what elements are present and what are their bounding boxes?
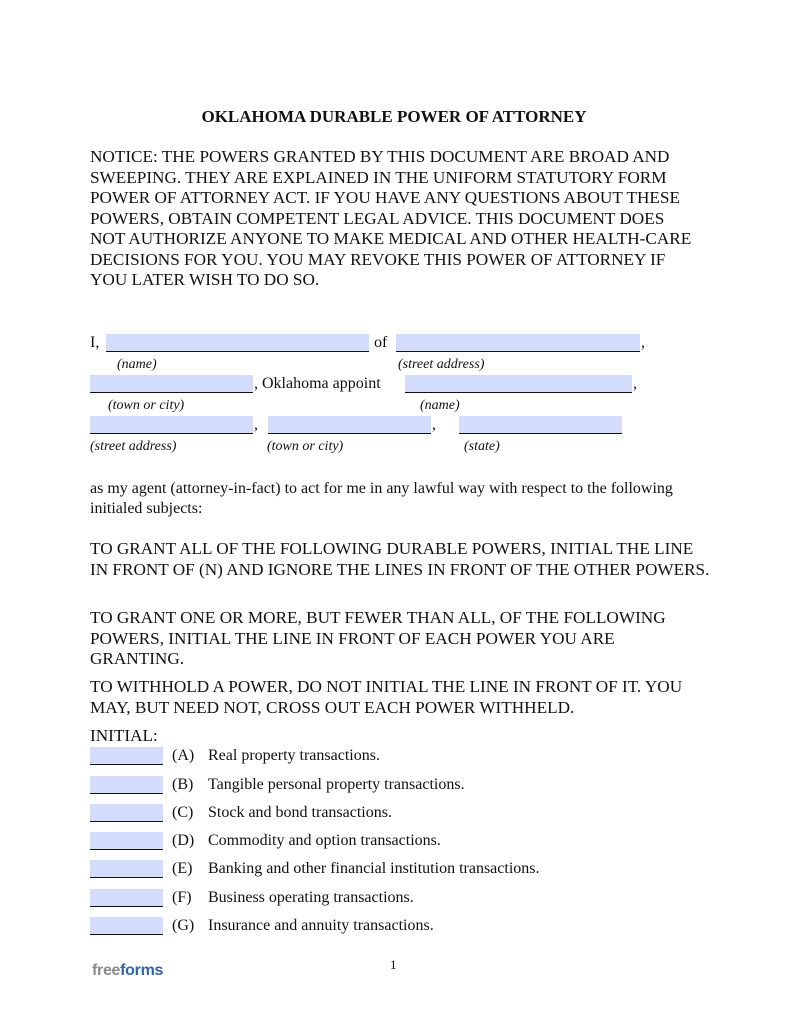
initial-field-b[interactable] <box>90 776 163 794</box>
power-letter: (B) <box>172 776 194 793</box>
power-letter: (G) <box>172 917 195 934</box>
power-text: Business operating transactions. <box>208 889 414 906</box>
oklahoma-appoint-label: , Oklahoma appoint <box>254 375 381 392</box>
page-number: 1 <box>390 957 397 972</box>
power-text: Insurance and annuity transactions. <box>208 917 434 934</box>
instruction-withhold: TO WITHHOLD A POWER, DO NOT INITIAL THE LINE IN FRONT OF IT. YOU MAY, BUT NEED NOT, CROSS OUT EACH POWER WITHHELD. <box>90 677 683 717</box>
comma: , <box>641 334 645 351</box>
agent-name-field[interactable] <box>405 375 632 393</box>
principal-town-field[interactable] <box>90 375 253 393</box>
instruction-grant-all: TO GRANT ALL OF THE FOLLOWING DURABLE POWERS, INITIAL THE LINE IN FRONT OF (N) AND IGNORE THE LINES IN FRONT OF THE OTHER POWERS. <box>90 539 710 579</box>
power-letter: (E) <box>172 860 193 877</box>
initial-field-d[interactable] <box>90 832 163 850</box>
initial-field-f[interactable] <box>90 889 163 907</box>
of-label: of <box>374 334 388 351</box>
power-letter: (A) <box>172 747 195 764</box>
power-text: Banking and other financial institution transactions. <box>208 860 540 877</box>
agent-paragraph: as my agent (attorney-in-fact) to act for me in any lawful way with respect to the following initialed subjects: <box>90 480 673 517</box>
power-text: Commodity and option transactions. <box>208 832 441 849</box>
initial-field-c[interactable] <box>90 804 163 822</box>
initial-field-a[interactable] <box>90 747 163 765</box>
comma: , <box>432 416 436 433</box>
agent-state-field[interactable] <box>459 416 622 434</box>
power-text: Stock and bond transactions. <box>208 804 392 821</box>
caption-street-address: (street address) <box>398 357 485 372</box>
caption-agent-town: (town or city) <box>267 439 344 454</box>
initial-label: INITIAL: <box>90 726 158 745</box>
power-text: Tangible personal property transactions. <box>208 776 465 793</box>
i-label: I, <box>90 334 100 351</box>
agent-town-field[interactable] <box>268 416 431 434</box>
caption-state: (state) <box>464 439 500 454</box>
logo-forms: forms <box>120 962 164 979</box>
agent-street-address-field[interactable] <box>90 416 253 434</box>
freeforms-logo <box>92 962 163 980</box>
comma: , <box>254 416 258 433</box>
initial-field-e[interactable] <box>90 860 163 878</box>
instruction-grant-some: TO GRANT ONE OR MORE, BUT FEWER THAN ALL, OF THE FOLLOWING POWERS, INITIAL THE LINE IN FRONT OF EACH POWER YOU ARE GRANTING. <box>90 608 666 668</box>
power-letter: (F) <box>172 889 192 906</box>
caption-name: (name) <box>117 357 157 372</box>
power-letter: (D) <box>172 832 195 849</box>
power-text: Real property transactions. <box>208 747 380 764</box>
logo-free: free <box>92 962 121 979</box>
caption-agent-name: (name) <box>420 398 460 413</box>
principal-name-field[interactable] <box>106 334 369 352</box>
document-title: OKLAHOMA DURABLE POWER OF ATTORNEY <box>201 107 587 126</box>
caption-agent-street-address: (street address) <box>90 439 177 454</box>
power-letter: (C) <box>172 804 194 821</box>
comma: , <box>633 375 637 392</box>
initial-field-g[interactable] <box>90 917 163 935</box>
notice-paragraph: NOTICE: THE POWERS GRANTED BY THIS DOCUMENT ARE BROAD AND SWEEPING. THEY ARE EXPLAINED IN THE UNIFORM STATUTORY FORM POWER OF ATTORNEY ACT. IF YOU HAVE ANY QUESTIONS ABOUT THESE POWERS, OBTAIN COMPETENT LEGAL ADVICE. THIS DOCUMENT DOES NOT AUTHORIZE ANYONE TO MAKE MEDICAL AND OTHER HEALTH-CARE DECISIONS FOR YOU. YOU MAY REVOKE THIS POWER OF ATTORNEY IF YOU LATER WISH TO DO SO. <box>90 147 692 289</box>
principal-street-address-field[interactable] <box>396 334 640 352</box>
caption-town-or-city: (town or city) <box>108 398 185 413</box>
